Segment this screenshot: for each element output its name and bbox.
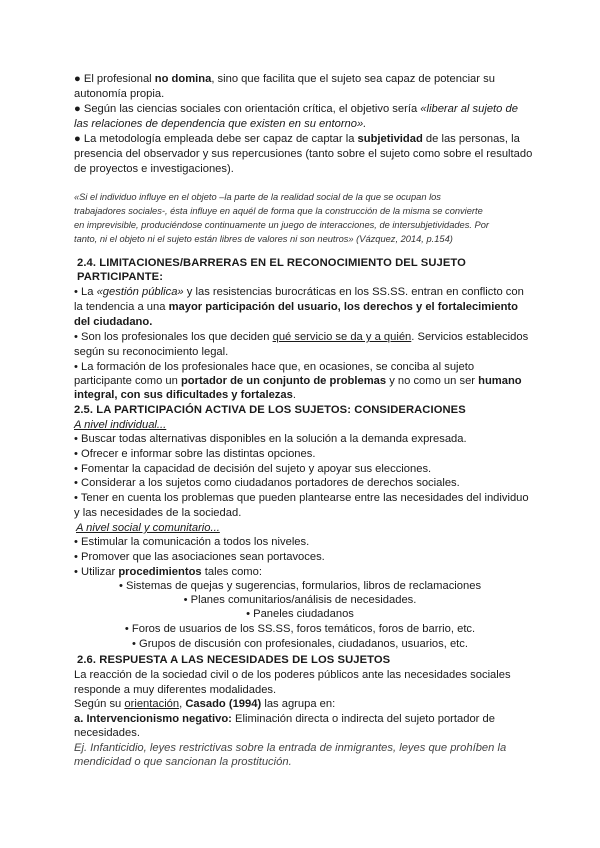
list-item: • Promover que las asociaciones sean portavoces. [74,551,325,563]
text-line: responde a muy diferentes modalidades. [74,684,277,696]
list-item: • Buscar todas alternativas disponibles en la solución a la demanda expresada. [74,433,467,445]
text-line-intervencionismo: a. Intervencionismo negativo: Eliminación directa o indirecta del sujeto portador de [74,713,495,725]
section-2-5-title: 2.5. LA PARTICIPACIÓN ACTIVA DE LOS SUJETOS: CONSIDERACIONES [74,404,466,416]
example-line: mendicidad o que sancionan la prostitución. [74,756,292,768]
list-item-procedimientos: • Utilizar procedimientos tales como: [74,566,262,578]
procedure-item: • Sistemas de quejas y sugerencias, formularios, libros de reclamaciones [118,580,482,592]
quote-line: en imprevisible, produciéndose continuamente un juego de interacciones, de intersubjetividades. Por [74,220,490,230]
section-2-4-title-cont: PARTICIPANTE: [77,271,164,283]
bullet-metodologia: ● La metodología empleada debe ser capaz de captar la subjetividad de las personas, la [74,133,520,145]
list-item: • Estimular la comunicación a todos los niveles. [74,536,310,548]
procedure-item: • Planes comunitarios/análisis de necesidades. [183,594,417,606]
list-item: • Ofrecer e informar sobre las distintas opciones. [74,448,316,460]
example-line: Ej. Infanticidio, leyes restrictivas sobre la entrada de inmigrantes, leyes que prohíben la [74,742,507,754]
procedure-item: • Foros de usuarios de los SS.SS, foros temáticos, foros de barrio, etc. [124,623,476,635]
text-line: según su reconocimiento legal. [74,346,229,358]
procedure-item: • Grupos de discusión con profesionales, ciudadanos, usuarios, etc. [131,638,468,650]
section-2-4-title: 2.4. LIMITACIONES/BARRERAS EN EL RECONOCIMIENTO DEL SUJETO [77,257,466,269]
bullet-profesionales: • Son los profesionales los que deciden qué servicio se da y a quién. Servicios establecidos [74,331,529,343]
bullet-formacion: • La formación de los profesionales hace que, en ocasiones, se conciba al sujeto [74,361,475,373]
text-line: del ciudadano. [74,316,153,328]
text-line: autonomía propia. [74,88,165,100]
text-line: las relaciones de dependencia que existen en su entorno». [74,118,367,130]
text-line: de proyectos e investigaciones). [74,163,234,175]
text-line: La reacción de la sociedad civil o de los poderes públicos ante las necesidades sociales [74,669,511,681]
list-item: • Fomentar la capacidad de decisión del sujeto y apoyar sus elecciones. [74,463,432,475]
list-item: • Tener en cuenta los problemas que pueden plantearse entre las necesidades del individuo [74,492,529,504]
text-line: participante como un portador de un conjunto de problemas y no como un ser humano [74,375,522,387]
social-label: A nivel social y comunitario... [76,522,220,534]
text-line: la tendencia a una mayor participación del usuario, los derechos y el fortalecimiento [74,301,518,313]
text-line: necesidades. [74,727,140,739]
bullet-ciencias-sociales: ● Según las ciencias sociales con orientación crítica, el objetivo sería «liberar al sujeto de [74,103,518,115]
procedure-item: • Paneles ciudadanos [246,608,354,620]
bullet-gestion-publica: • La «gestión pública» y las resistencias burocráticas en los SS.SS. entran en conflicto con [74,286,524,298]
section-2-6-title: 2.6. RESPUESTA A LAS NECESIDADES DE LOS SUJETOS [77,654,391,666]
quote-line: tanto, ni el objeto ni el sujeto están libres de valores ni son neutros» (Vázquez, 2014, p.154) [74,234,453,244]
text-line: presencia del observador y sus repercusiones (tanto sobre el sujeto como sobre el resultado [74,148,533,160]
bullet-no-domina: ● El profesional no domina, sino que facilita que el sujeto sea capaz de potenciar su [74,73,495,85]
quote-line: trabajadores sociales-, ésta influye en aquél de forma que la construcción de la misma se convierte [74,206,483,216]
text-line: integral, con sus dificultades y fortalezas. [74,389,296,401]
list-item: • Considerar a los sujetos como ciudadanos portadores de derechos sociales. [74,477,460,489]
list-item: y las necesidades de la sociedad. [74,507,242,519]
individual-label: A nivel individual... [74,419,167,431]
text-line-casado: Según su orientación, Casado (1994) las agrupa en: [74,698,336,710]
quote-line: «Si el individuo influye en el objeto –la parte de la realidad social de la que se ocupan los [74,192,441,202]
